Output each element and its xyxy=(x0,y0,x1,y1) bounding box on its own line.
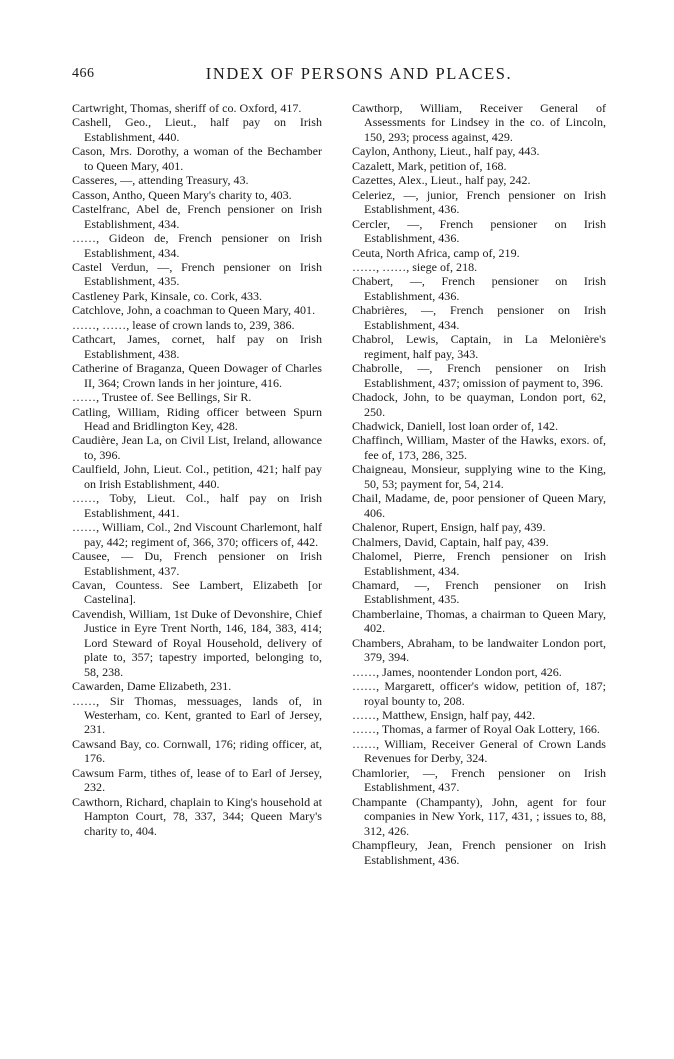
page-number: 466 xyxy=(72,66,95,81)
index-entry: Castleney Park, Kinsale, co. Cork, 433. xyxy=(72,288,263,303)
index-entry: Chalmers, David, Captain, half pay, 439. xyxy=(352,534,549,549)
index-entry: Catling, William, Riding officer between Spurn Head and Bridlington Key, 428. xyxy=(72,404,322,433)
index-entry: Chadwick, Daniell, lost loan order of, 142. xyxy=(352,418,559,433)
index-entry: Chabrolle, —, French pensioner on Irish Establishment, 437; omission of payment to, 396. xyxy=(352,361,606,390)
index-entry: Cavan, Countess. See Lambert, Elizabeth [or Castelina]. xyxy=(72,577,322,607)
index-entry: Causee, — Du, French pensioner on Irish Establishment, 437. xyxy=(72,549,322,578)
page-title: INDEX OF PERSONS AND PLACES. xyxy=(205,64,513,83)
index-entry: ……, Margarett, officer's widow, petition of, 187; royal bounty to, 208. xyxy=(352,679,606,708)
right-column xyxy=(352,101,606,867)
index-entry: ……, Toby, Lieut. Col., half pay on Irish Establishment, 441. xyxy=(72,491,322,520)
index-entry: Cawthorn, Richard, chaplain to King's household at Hampton Court, 78, 337, 344; Queen Mary's charity to, 404. xyxy=(72,794,322,838)
index-entry: Cason, Mrs. Dorothy, a woman of the Bechamber to Queen Mary, 401. xyxy=(72,144,322,173)
index-entry: ……, Matthew, Ensign, half pay, 442. xyxy=(352,708,536,723)
index-entry: Casseres, —, attending Treasury, 43. xyxy=(72,173,249,188)
index-entry: Cavendish, William, 1st Duke of Devonshire, Chief Justice in Eyre Trent North, 146, 184, 383, 414; Lord Steward of Royal Household, delivery of plate to, 357; tapestry imported, belonging to, 58, 238. xyxy=(72,606,322,679)
index-entry: Chamard, —, French pensioner on Irish Establishment, 435. xyxy=(352,577,606,607)
index-entry: Castel Verdun, —, French pensioner on Irish Establishment, 435. xyxy=(72,259,322,289)
index-entry: Chalomel, Pierre, French pensioner on Irish Establishment, 434. xyxy=(352,549,606,578)
index-entry: Chamlorier, —, French pensioner on Irish Establishment, 437. xyxy=(352,765,606,795)
index-entry: Cathcart, James, cornet, half pay on Irish Establishment, 438. xyxy=(72,332,322,361)
index-entry: Castelfranc, Abel de, French pensioner on Irish Establishment, 434. xyxy=(72,202,322,231)
index-entry: Champfleury, Jean, French pensioner on Irish Establishment, 436. xyxy=(352,838,606,867)
index-entry: Cawsand Bay, co. Cornwall, 176; riding officer, at, 176. xyxy=(72,736,322,766)
index-entry: Chabrières, —, French pensioner on Irish Establishment, 434. xyxy=(352,303,606,332)
index-entry: ……, James, noontender London port, 426. xyxy=(352,664,562,679)
index-entry: Champante (Champanty), John, agent for four companies in New York, 117, 431, ; issues to, 88, 312, 426. xyxy=(352,794,606,838)
index-entry: Cawthorp, William, Receiver General of Assessments for Lindsey in the co. of Lincoln, 150, 293; process against, 429. xyxy=(352,101,606,144)
index-entry: Chabrol, Lewis, Captain, in La Melonière's regiment, half pay, 343. xyxy=(352,332,606,361)
index-entry: Cazettes, Alex., Lieut., half pay, 242. xyxy=(352,173,531,188)
index-entry: Cashell, Geo., Lieut., half pay on Irish Establishment, 440. xyxy=(72,115,322,144)
index-entry: Chabert, —, French pensioner on Irish Establishment, 436. xyxy=(352,274,606,303)
index-entry: Chalenor, Rupert, Ensign, half pay, 439. xyxy=(352,520,546,535)
index-entry: Celeriez, —, junior, French pensioner on Irish Establishment, 436. xyxy=(352,187,606,217)
index-entry: Ceuta, North Africa, camp of, 219. xyxy=(352,245,520,260)
index-entry: Caylon, Anthony, Lieut., half pay, 443. xyxy=(352,144,540,159)
index-entry: Chamberlaine, Thomas, a chairman to Queen Mary, 402. xyxy=(352,606,606,636)
page-header xyxy=(72,66,616,88)
index-entry: Cartwright, Thomas, sheriff of co. Oxford, 417. xyxy=(72,101,302,115)
index-entry: Cawarden, Dame Elizabeth, 231. xyxy=(72,679,232,694)
index-entry: Cazalett, Mark, petition of, 168. xyxy=(352,158,507,173)
left-column xyxy=(72,101,322,838)
index-entry: Cawsum Farm, tithes of, lease of to Earl of Jersey, 232. xyxy=(72,765,322,795)
index-entry: ……, ……, siege of, 218. xyxy=(352,259,478,274)
index-entry: Chambers, Abraham, to be landwaiter London port, 379, 394. xyxy=(352,635,606,665)
index-entry: ……, Thomas, a farmer of Royal Oak Lottery, 166. xyxy=(352,722,600,737)
index-entry: ……, William, Col., 2nd Viscount Charlemont, half pay, 442; regiment of, 366, 370; officers of, 442. xyxy=(72,520,322,549)
index-entry: ……, Sir Thomas, messuages, lands of, in Westerham, co. Kent, granted to Earl of Jersey, 231. xyxy=(72,693,322,737)
index-entry: ……, Trustee of. See Bellings, Sir R. xyxy=(72,390,252,405)
index-entry: ……, Gideon de, French pensioner on Irish Establishment, 434. xyxy=(72,231,322,260)
index-entry: Casson, Antho, Queen Mary's charity to, 403. xyxy=(72,187,292,202)
index-entry: Cercler, —, French pensioner on Irish Establishment, 436. xyxy=(352,216,606,246)
index-entry: Catherine of Braganza, Queen Dowager of Charles II, 364; Crown lands in her jointure, 416. xyxy=(72,361,322,390)
index-entry: ……, ……, lease of crown lands to, 239, 386. xyxy=(72,317,295,332)
index-entry: Chail, Madame, de, poor pensioner of Queen Mary, 406. xyxy=(352,491,606,520)
index-entry: Chadock, John, to be quayman, London port, 62, 250. xyxy=(352,390,606,419)
index-entry: Chaigneau, Monsieur, supplying wine to the King, 50, 53; payment for, 54, 214. xyxy=(352,462,606,491)
index-entry: Caudière, Jean La, on Civil List, Ireland, allowance to, 396. xyxy=(72,433,322,462)
index-entry: ……, William, Receiver General of Crown Lands Revenues for Derby, 324. xyxy=(352,736,606,766)
index-entry: Chaffinch, William, Master of the Hawks, exors. of, fee of, 173, 286, 325. xyxy=(352,433,606,462)
index-entry: Catchlove, John, a coachman to Queen Mary, 401. xyxy=(72,303,316,318)
index-entry: Caulfield, John, Lieut. Col., petition, 421; half pay on Irish Establishment, 440. xyxy=(72,462,322,491)
